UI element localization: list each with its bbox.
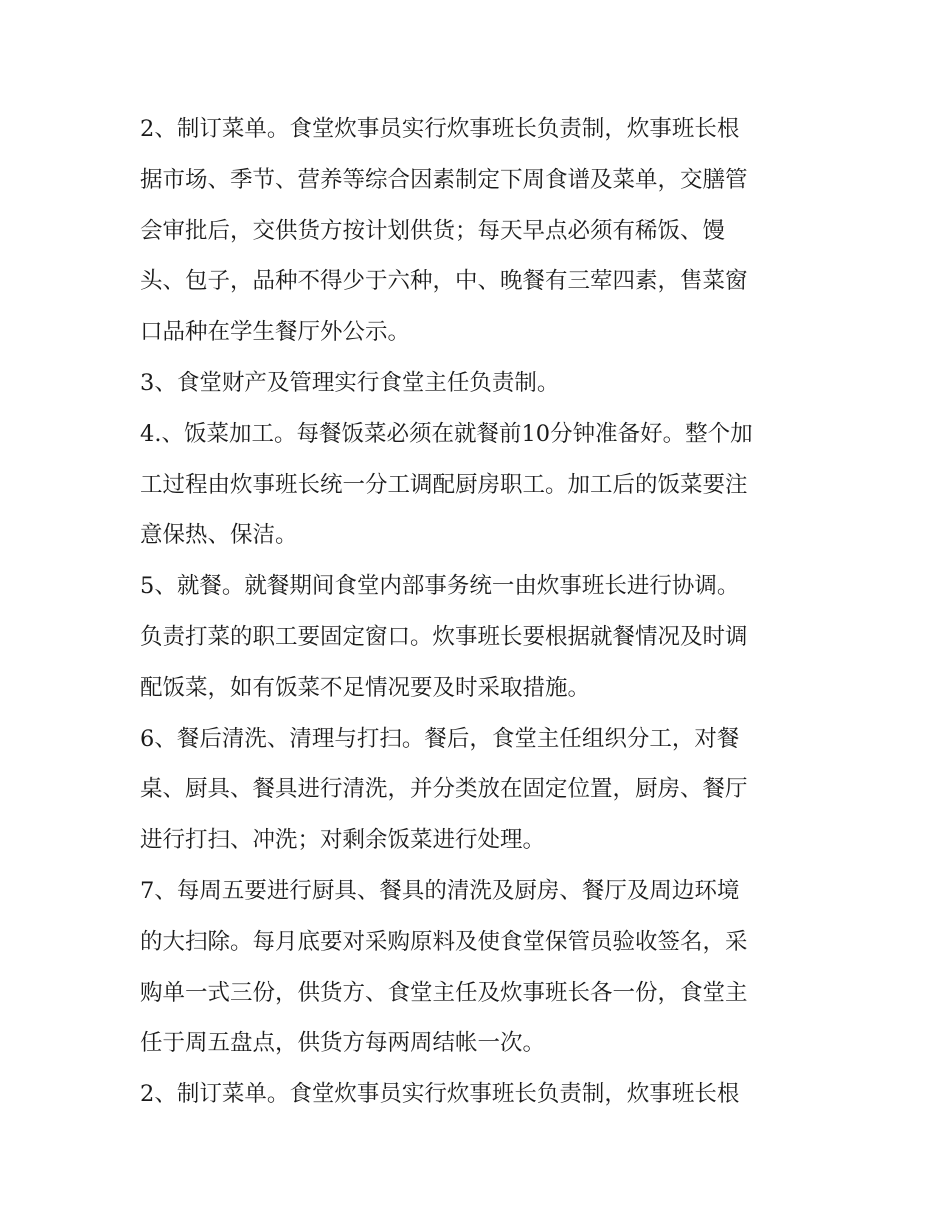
text-line: 任于周五盘点，供货方每两周结帐一次。 (140, 1030, 546, 1057)
paragraph (140, 866, 820, 1069)
document-body (140, 104, 820, 1120)
paragraph (140, 561, 820, 713)
text-line: 桌、厨具、餐具进行清洗，并分类放在固定位置，厨房、餐厅 (140, 776, 748, 803)
text-line: 配饭菜，如有饭菜不足情况要及时采取措施。 (140, 674, 591, 701)
text-line: 2、制订菜单。食堂炊事员实行炊事班长负责制，炊事班长根 (140, 116, 740, 142)
text-line: 3、食堂财产及管理实行食堂主任负责制。 (140, 369, 560, 396)
text-line: 7、每周五要进行厨具、餐具的清洗及厨房、餐厅及周边环境 (140, 877, 740, 904)
text-line: 的大扫除。每月底要对采购原料及使食堂保管员验收签名，采 (140, 928, 748, 955)
text-line: 负责打菜的职工要固定窗口。炊事班长要根据就餐情况及时调 (140, 623, 748, 650)
text-line: 2、制订菜单。食堂炊事员实行炊事班长负责制，炊事班长根 (140, 1081, 740, 1108)
paragraph (140, 409, 820, 561)
text-line: 意保热、保洁。 (140, 522, 298, 549)
paragraph (140, 104, 820, 358)
text-line: 5、就餐。就餐期间食堂内部事务统一由炊事班长进行协调。 (140, 573, 740, 600)
text-line: 购单一式三份，供货方、食堂主任及炊事班长各一份，食堂主 (140, 979, 748, 1006)
text-line: 进行打扫、冲洗；对剩余饭菜进行处理。 (140, 827, 546, 854)
text-line: 头、包子，品种不得少于六种，中、晚餐有三荤四素，售菜窗 (140, 268, 748, 295)
paragraph (140, 714, 820, 866)
paragraph (140, 1069, 820, 1120)
text-line: 工过程由炊事班长统一分工调配厨房职工。加工后的饭菜要注 (140, 471, 748, 498)
text-line: 4.、饭菜加工。每餐饭菜必须在就餐前10分钟准备好。整个加 (140, 420, 753, 447)
text-line: 6、餐后清洗、清理与打扫。餐后，食堂主任组织分工，对餐 (140, 725, 740, 752)
paragraph (140, 358, 820, 409)
text-line: 会审批后，交供货方按计划供货；每天早点必须有稀饭、馒 (140, 217, 726, 244)
text-line: 据市场、季节、营养等综合因素制定下周食谱及菜单，交膳管 (140, 166, 748, 193)
text-line: 口品种在学生餐厅外公示。 (140, 319, 411, 346)
